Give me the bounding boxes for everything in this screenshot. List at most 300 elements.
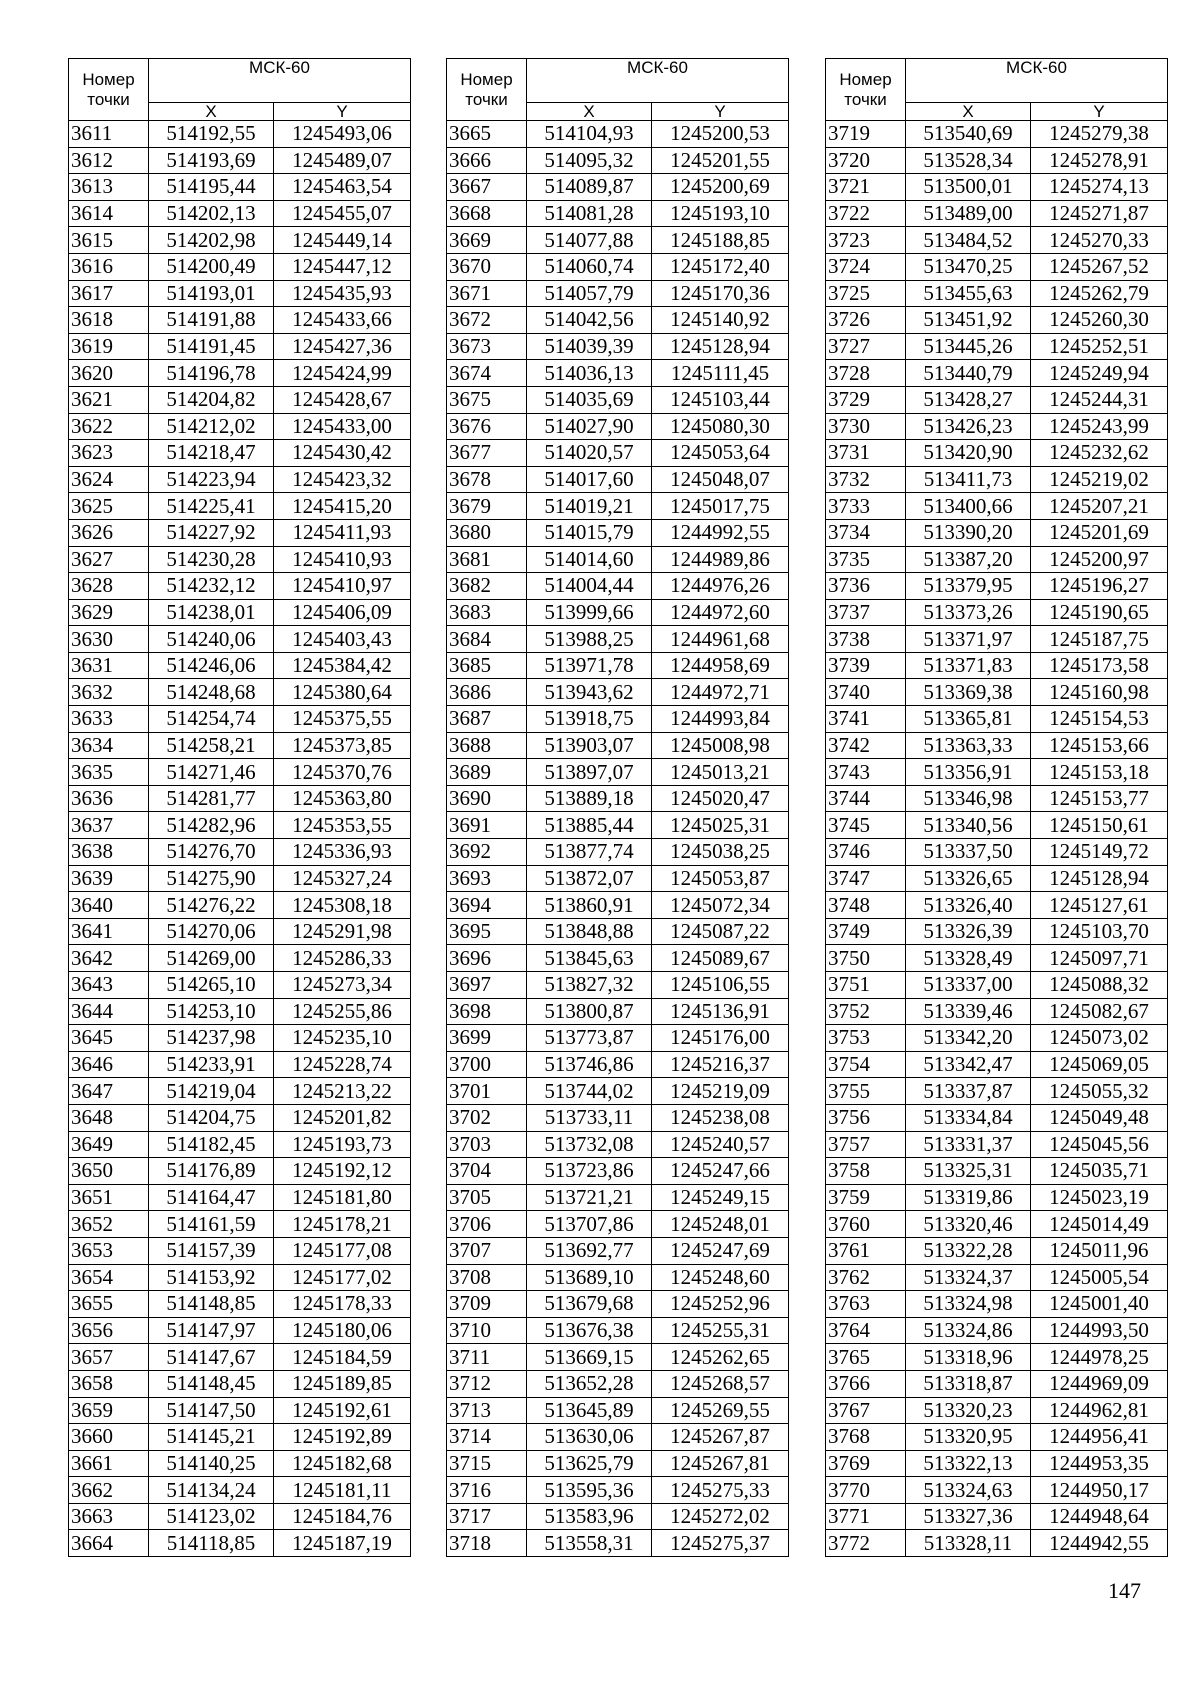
- y-coordinate: 1245128,94: [652, 333, 789, 360]
- table-row: [69, 732, 411, 759]
- point-number: 3749: [826, 918, 906, 945]
- x-coordinate: 513988,25: [527, 626, 652, 653]
- y-coordinate: 1245219,02: [1031, 466, 1168, 493]
- table-row: [826, 1397, 1168, 1424]
- point-number: 3769: [826, 1450, 906, 1477]
- table-row: [69, 253, 411, 280]
- point-number: 3698: [447, 998, 527, 1025]
- table-row: [447, 865, 789, 892]
- x-coordinate: 514193,69: [149, 147, 274, 174]
- table-row: [447, 1424, 789, 1451]
- point-number: 3622: [69, 413, 149, 440]
- table-row: [826, 1025, 1168, 1052]
- coordinates-table: [68, 58, 411, 1557]
- x-coordinate: 513500,01: [906, 174, 1031, 201]
- y-header: Y: [274, 103, 411, 121]
- table-row: [447, 253, 789, 280]
- point-number: 3696: [447, 945, 527, 972]
- x-coordinate: 514191,45: [149, 333, 274, 360]
- x-coordinate: 513484,52: [906, 227, 1031, 254]
- table-row: [447, 1237, 789, 1264]
- point-number: 3745: [826, 812, 906, 839]
- y-coordinate: 1245216,37: [652, 1051, 789, 1078]
- x-coordinate: 514275,90: [149, 865, 274, 892]
- y-coordinate: 1245275,33: [652, 1477, 789, 1504]
- table-row: [447, 1211, 789, 1238]
- y-coordinate: 1245428,67: [274, 386, 411, 413]
- point-number-header: Номер точки: [447, 59, 527, 121]
- point-number: 3725: [826, 280, 906, 307]
- y-coordinate: 1245255,31: [652, 1317, 789, 1344]
- y-coordinate: 1245260,30: [1031, 307, 1168, 334]
- x-coordinate: 513356,91: [906, 759, 1031, 786]
- x-coordinate: 514191,88: [149, 307, 274, 334]
- table-row: [447, 360, 789, 387]
- x-coordinate: 513721,21: [527, 1184, 652, 1211]
- y-coordinate: 1245136,91: [652, 998, 789, 1025]
- point-number: 3763: [826, 1291, 906, 1318]
- table-row: [69, 174, 411, 201]
- point-number: 3621: [69, 386, 149, 413]
- x-coordinate: 513583,96: [527, 1503, 652, 1530]
- x-coordinate: 514281,77: [149, 785, 274, 812]
- table-row: [69, 413, 411, 440]
- table-row: [447, 706, 789, 733]
- y-coordinate: 1245106,55: [652, 972, 789, 999]
- point-number: 3697: [447, 972, 527, 999]
- y-coordinate: 1245410,93: [274, 546, 411, 573]
- point-number: 3739: [826, 652, 906, 679]
- x-coordinate: 513723,86: [527, 1158, 652, 1185]
- y-coordinate: 1245278,91: [1031, 147, 1168, 174]
- x-coordinate: 514204,82: [149, 386, 274, 413]
- table-row: [826, 386, 1168, 413]
- point-number-header: Номер точки: [826, 59, 906, 121]
- point-number: 3685: [447, 652, 527, 679]
- coordinates-table: [446, 58, 789, 1557]
- point-number: 3664: [69, 1530, 149, 1557]
- point-number: 3620: [69, 360, 149, 387]
- point-number: 3611: [69, 121, 149, 148]
- y-coordinate: 1245035,71: [1031, 1158, 1168, 1185]
- point-number: 3702: [447, 1104, 527, 1131]
- y-coordinate: 1245177,02: [274, 1264, 411, 1291]
- table-row: [447, 121, 789, 148]
- y-coordinate: 1244993,50: [1031, 1317, 1168, 1344]
- point-number: 3761: [826, 1237, 906, 1264]
- x-coordinate: 513971,78: [527, 652, 652, 679]
- table-row: [447, 759, 789, 786]
- y-coordinate: 1245080,30: [652, 413, 789, 440]
- point-number: 3714: [447, 1424, 527, 1451]
- y-coordinate: 1245252,51: [1031, 333, 1168, 360]
- x-coordinate: 513334,84: [906, 1104, 1031, 1131]
- table-row: [447, 1503, 789, 1530]
- x-coordinate: 513420,90: [906, 440, 1031, 467]
- point-number: 3658: [69, 1370, 149, 1397]
- x-coordinate: 513400,66: [906, 493, 1031, 520]
- y-coordinate: 1245160,98: [1031, 679, 1168, 706]
- x-coordinate: 514039,39: [527, 333, 652, 360]
- y-coordinate: 1245184,59: [274, 1344, 411, 1371]
- x-coordinate: 514153,92: [149, 1264, 274, 1291]
- x-coordinate: 514164,47: [149, 1184, 274, 1211]
- y-coordinate: 1245430,42: [274, 440, 411, 467]
- y-coordinate: 1245267,81: [652, 1450, 789, 1477]
- x-coordinate: 513390,20: [906, 519, 1031, 546]
- x-coordinate: 513800,87: [527, 998, 652, 1025]
- point-number: 3677: [447, 440, 527, 467]
- table-row: [69, 1503, 411, 1530]
- y-coordinate: 1245073,02: [1031, 1025, 1168, 1052]
- y-coordinate: 1245048,07: [652, 466, 789, 493]
- point-number: 3671: [447, 280, 527, 307]
- point-number: 3719: [826, 121, 906, 148]
- x-coordinate: 513595,36: [527, 1477, 652, 1504]
- y-coordinate: 1245184,76: [274, 1503, 411, 1530]
- table-row: [826, 599, 1168, 626]
- point-number: 3711: [447, 1344, 527, 1371]
- point-number: 3701: [447, 1078, 527, 1105]
- table-row: [447, 812, 789, 839]
- point-number: 3760: [826, 1211, 906, 1238]
- x-coordinate: 514271,46: [149, 759, 274, 786]
- x-coordinate: 513733,11: [527, 1104, 652, 1131]
- x-coordinate: 514254,74: [149, 706, 274, 733]
- table-row: [69, 333, 411, 360]
- y-coordinate: 1245269,55: [652, 1397, 789, 1424]
- point-number: 3636: [69, 785, 149, 812]
- x-coordinate: 514157,39: [149, 1237, 274, 1264]
- point-number: 3625: [69, 493, 149, 520]
- table-row: [826, 147, 1168, 174]
- table-row: [826, 573, 1168, 600]
- table-row: [826, 918, 1168, 945]
- y-coordinate: 1245153,66: [1031, 732, 1168, 759]
- y-coordinate: 1245291,98: [274, 918, 411, 945]
- x-coordinate: 513324,86: [906, 1317, 1031, 1344]
- table-row: [447, 200, 789, 227]
- point-number: 3676: [447, 413, 527, 440]
- table-row: [826, 121, 1168, 148]
- y-coordinate: 1245180,06: [274, 1317, 411, 1344]
- y-coordinate: 1245013,21: [652, 759, 789, 786]
- point-number: 3674: [447, 360, 527, 387]
- y-coordinate: 1245201,82: [274, 1104, 411, 1131]
- table-row: [69, 865, 411, 892]
- coordinate-system-header: МСК-60: [906, 59, 1168, 103]
- y-coordinate: 1245493,06: [274, 121, 411, 148]
- y-coordinate: 1245097,71: [1031, 945, 1168, 972]
- point-number: 3651: [69, 1184, 149, 1211]
- x-coordinate: 514015,79: [527, 519, 652, 546]
- x-coordinate: 513428,27: [906, 386, 1031, 413]
- x-coordinate: 513331,37: [906, 1131, 1031, 1158]
- table-row: [69, 147, 411, 174]
- point-number: 3754: [826, 1051, 906, 1078]
- point-number: 3728: [826, 360, 906, 387]
- table-row: [826, 892, 1168, 919]
- table-row: [826, 1317, 1168, 1344]
- y-coordinate: 1245449,14: [274, 227, 411, 254]
- table-row: [69, 1184, 411, 1211]
- y-coordinate: 1245243,99: [1031, 413, 1168, 440]
- x-coordinate: 514118,85: [149, 1530, 274, 1557]
- y-coordinate: 1244989,86: [652, 546, 789, 573]
- y-coordinate: 1245181,11: [274, 1477, 411, 1504]
- y-coordinate: 1245373,85: [274, 732, 411, 759]
- x-coordinate: 513707,86: [527, 1211, 652, 1238]
- x-coordinate: 514042,56: [527, 307, 652, 334]
- y-coordinate: 1245463,54: [274, 174, 411, 201]
- y-coordinate: 1245150,61: [1031, 812, 1168, 839]
- y-coordinate: 1245045,56: [1031, 1131, 1168, 1158]
- x-coordinate: 513328,49: [906, 945, 1031, 972]
- x-coordinate: 514077,88: [527, 227, 652, 254]
- x-header: X: [906, 103, 1031, 121]
- x-coordinate: 514182,45: [149, 1131, 274, 1158]
- table-row: [826, 280, 1168, 307]
- table-row: [447, 1184, 789, 1211]
- x-coordinate: 513845,63: [527, 945, 652, 972]
- x-coordinate: 513327,36: [906, 1503, 1031, 1530]
- y-coordinate: 1245384,42: [274, 652, 411, 679]
- table-row: [447, 333, 789, 360]
- table-row: [69, 386, 411, 413]
- y-coordinate: 1245427,36: [274, 333, 411, 360]
- point-number: 3693: [447, 865, 527, 892]
- y-coordinate: 1245001,40: [1031, 1291, 1168, 1318]
- x-coordinate: 513325,31: [906, 1158, 1031, 1185]
- y-coordinate: 1245072,34: [652, 892, 789, 919]
- x-coordinate: 513324,98: [906, 1291, 1031, 1318]
- table-row: [826, 333, 1168, 360]
- point-number: 3672: [447, 307, 527, 334]
- y-coordinate: 1245274,13: [1031, 174, 1168, 201]
- point-number: 3670: [447, 253, 527, 280]
- x-coordinate: 514196,78: [149, 360, 274, 387]
- table-row: [826, 1291, 1168, 1318]
- y-coordinate: 1245410,97: [274, 573, 411, 600]
- x-coordinate: 514147,67: [149, 1344, 274, 1371]
- coordinate-system-header: МСК-60: [149, 59, 411, 103]
- x-coordinate: 513669,15: [527, 1344, 652, 1371]
- point-number: 3713: [447, 1397, 527, 1424]
- x-coordinate: 514057,79: [527, 280, 652, 307]
- point-number: 3707: [447, 1237, 527, 1264]
- point-number: 3612: [69, 147, 149, 174]
- y-coordinate: 1245153,77: [1031, 785, 1168, 812]
- table-row: [69, 1104, 411, 1131]
- x-coordinate: 513744,02: [527, 1078, 652, 1105]
- y-coordinate: 1245200,97: [1031, 546, 1168, 573]
- x-coordinate: 513451,92: [906, 307, 1031, 334]
- x-coordinate: 513676,38: [527, 1317, 652, 1344]
- y-coordinate: 1245235,10: [274, 1025, 411, 1052]
- point-number: 3724: [826, 253, 906, 280]
- point-number: 3747: [826, 865, 906, 892]
- x-coordinate: 513848,88: [527, 918, 652, 945]
- point-number: 3690: [447, 785, 527, 812]
- y-coordinate: 1245055,32: [1031, 1078, 1168, 1105]
- point-number: 3662: [69, 1477, 149, 1504]
- point-number: 3717: [447, 1503, 527, 1530]
- point-number: 3735: [826, 546, 906, 573]
- table-row: [826, 626, 1168, 653]
- point-number: 3768: [826, 1424, 906, 1451]
- table-row: [826, 466, 1168, 493]
- y-coordinate: 1245049,48: [1031, 1104, 1168, 1131]
- table-row: [69, 519, 411, 546]
- x-coordinate: 513885,44: [527, 812, 652, 839]
- y-coordinate: 1245228,74: [274, 1051, 411, 1078]
- table-row: [447, 945, 789, 972]
- x-coordinate: 513319,86: [906, 1184, 1031, 1211]
- point-number: 3753: [826, 1025, 906, 1052]
- y-coordinate: 1245192,89: [274, 1424, 411, 1451]
- x-coordinate: 514232,12: [149, 573, 274, 600]
- point-number: 3738: [826, 626, 906, 653]
- y-coordinate: 1245017,75: [652, 493, 789, 520]
- y-coordinate: 1245403,43: [274, 626, 411, 653]
- point-number: 3736: [826, 573, 906, 600]
- y-coordinate: 1245275,37: [652, 1530, 789, 1557]
- table-row: [69, 1370, 411, 1397]
- point-number: 3614: [69, 200, 149, 227]
- y-coordinate: 1245082,67: [1031, 998, 1168, 1025]
- point-number: 3669: [447, 227, 527, 254]
- point-number: 3638: [69, 839, 149, 866]
- point-number: 3748: [826, 892, 906, 919]
- table-row: [447, 785, 789, 812]
- x-coordinate: 513326,65: [906, 865, 1031, 892]
- table-row: [447, 998, 789, 1025]
- table-row: [447, 1078, 789, 1105]
- point-number: 3681: [447, 546, 527, 573]
- x-coordinate: 513342,47: [906, 1051, 1031, 1078]
- y-coordinate: 1245005,54: [1031, 1264, 1168, 1291]
- x-coordinate: 513732,08: [527, 1131, 652, 1158]
- point-number: 3730: [826, 413, 906, 440]
- y-coordinate: 1245181,80: [274, 1184, 411, 1211]
- table-row: [447, 732, 789, 759]
- table-row: [447, 307, 789, 334]
- table-row: [447, 626, 789, 653]
- x-coordinate: 513365,81: [906, 706, 1031, 733]
- x-coordinate: 514192,55: [149, 121, 274, 148]
- y-coordinate: 1245268,57: [652, 1370, 789, 1397]
- point-number: 3637: [69, 812, 149, 839]
- table-row: [69, 280, 411, 307]
- y-coordinate: 1244992,55: [652, 519, 789, 546]
- x-coordinate: 514227,92: [149, 519, 274, 546]
- table-row: [447, 892, 789, 919]
- x-coordinate: 514218,47: [149, 440, 274, 467]
- point-number: 3726: [826, 307, 906, 334]
- y-coordinate: 1245435,93: [274, 280, 411, 307]
- table-row: [447, 1317, 789, 1344]
- table-row: [826, 785, 1168, 812]
- table-row: [69, 945, 411, 972]
- y-coordinate: 1245248,01: [652, 1211, 789, 1238]
- table-row: [447, 1158, 789, 1185]
- x-coordinate: 514258,21: [149, 732, 274, 759]
- y-coordinate: 1245200,53: [652, 121, 789, 148]
- y-coordinate: 1245053,87: [652, 865, 789, 892]
- y-coordinate: 1245433,66: [274, 307, 411, 334]
- point-number: 3734: [826, 519, 906, 546]
- point-number: 3666: [447, 147, 527, 174]
- point-number: 3703: [447, 1131, 527, 1158]
- point-number: 3628: [69, 573, 149, 600]
- x-coordinate: 514017,60: [527, 466, 652, 493]
- point-number: 3762: [826, 1264, 906, 1291]
- x-coordinate: 513827,32: [527, 972, 652, 999]
- table-row: [69, 892, 411, 919]
- y-coordinate: 1245327,24: [274, 865, 411, 892]
- x-coordinate: 514027,90: [527, 413, 652, 440]
- x-coordinate: 514265,10: [149, 972, 274, 999]
- table-row: [826, 360, 1168, 387]
- point-number: 3704: [447, 1158, 527, 1185]
- x-coordinate: 514104,93: [527, 121, 652, 148]
- point-number: 3744: [826, 785, 906, 812]
- x-coordinate: 514134,24: [149, 1477, 274, 1504]
- table-row: [447, 1450, 789, 1477]
- table-row: [447, 493, 789, 520]
- table-row: [447, 839, 789, 866]
- point-number: 3653: [69, 1237, 149, 1264]
- x-coordinate: 514081,28: [527, 200, 652, 227]
- table-row: [69, 573, 411, 600]
- y-coordinate: 1245053,64: [652, 440, 789, 467]
- x-coordinate: 513773,87: [527, 1025, 652, 1052]
- y-coordinate: 1245406,09: [274, 599, 411, 626]
- point-number: 3771: [826, 1503, 906, 1530]
- y-coordinate: 1245271,87: [1031, 200, 1168, 227]
- x-coordinate: 513379,95: [906, 573, 1031, 600]
- table-row: [69, 918, 411, 945]
- x-coordinate: 513746,86: [527, 1051, 652, 1078]
- table-row: [69, 706, 411, 733]
- x-coordinate: 513318,96: [906, 1344, 1031, 1371]
- table-row: [826, 1158, 1168, 1185]
- table-row: [826, 679, 1168, 706]
- y-coordinate: 1245200,69: [652, 174, 789, 201]
- point-number: 3626: [69, 519, 149, 546]
- y-coordinate: 1245248,60: [652, 1264, 789, 1291]
- y-coordinate: 1245363,80: [274, 785, 411, 812]
- y-coordinate: 1245038,25: [652, 839, 789, 866]
- table-row: [447, 1397, 789, 1424]
- point-number: 3733: [826, 493, 906, 520]
- table-row: [447, 1291, 789, 1318]
- x-coordinate: 514246,06: [149, 652, 274, 679]
- y-coordinate: 1245014,49: [1031, 1211, 1168, 1238]
- y-coordinate: 1245153,18: [1031, 759, 1168, 786]
- x-coordinate: 513630,06: [527, 1424, 652, 1451]
- point-number: 3752: [826, 998, 906, 1025]
- table-row: [447, 546, 789, 573]
- page-number: 147: [1108, 1578, 1141, 1603]
- x-coordinate: 513999,66: [527, 599, 652, 626]
- table-row: [826, 972, 1168, 999]
- y-coordinate: 1245172,40: [652, 253, 789, 280]
- y-coordinate: 1244958,69: [652, 652, 789, 679]
- y-coordinate: 1245190,65: [1031, 599, 1168, 626]
- x-coordinate: 514014,60: [527, 546, 652, 573]
- point-number: 3699: [447, 1025, 527, 1052]
